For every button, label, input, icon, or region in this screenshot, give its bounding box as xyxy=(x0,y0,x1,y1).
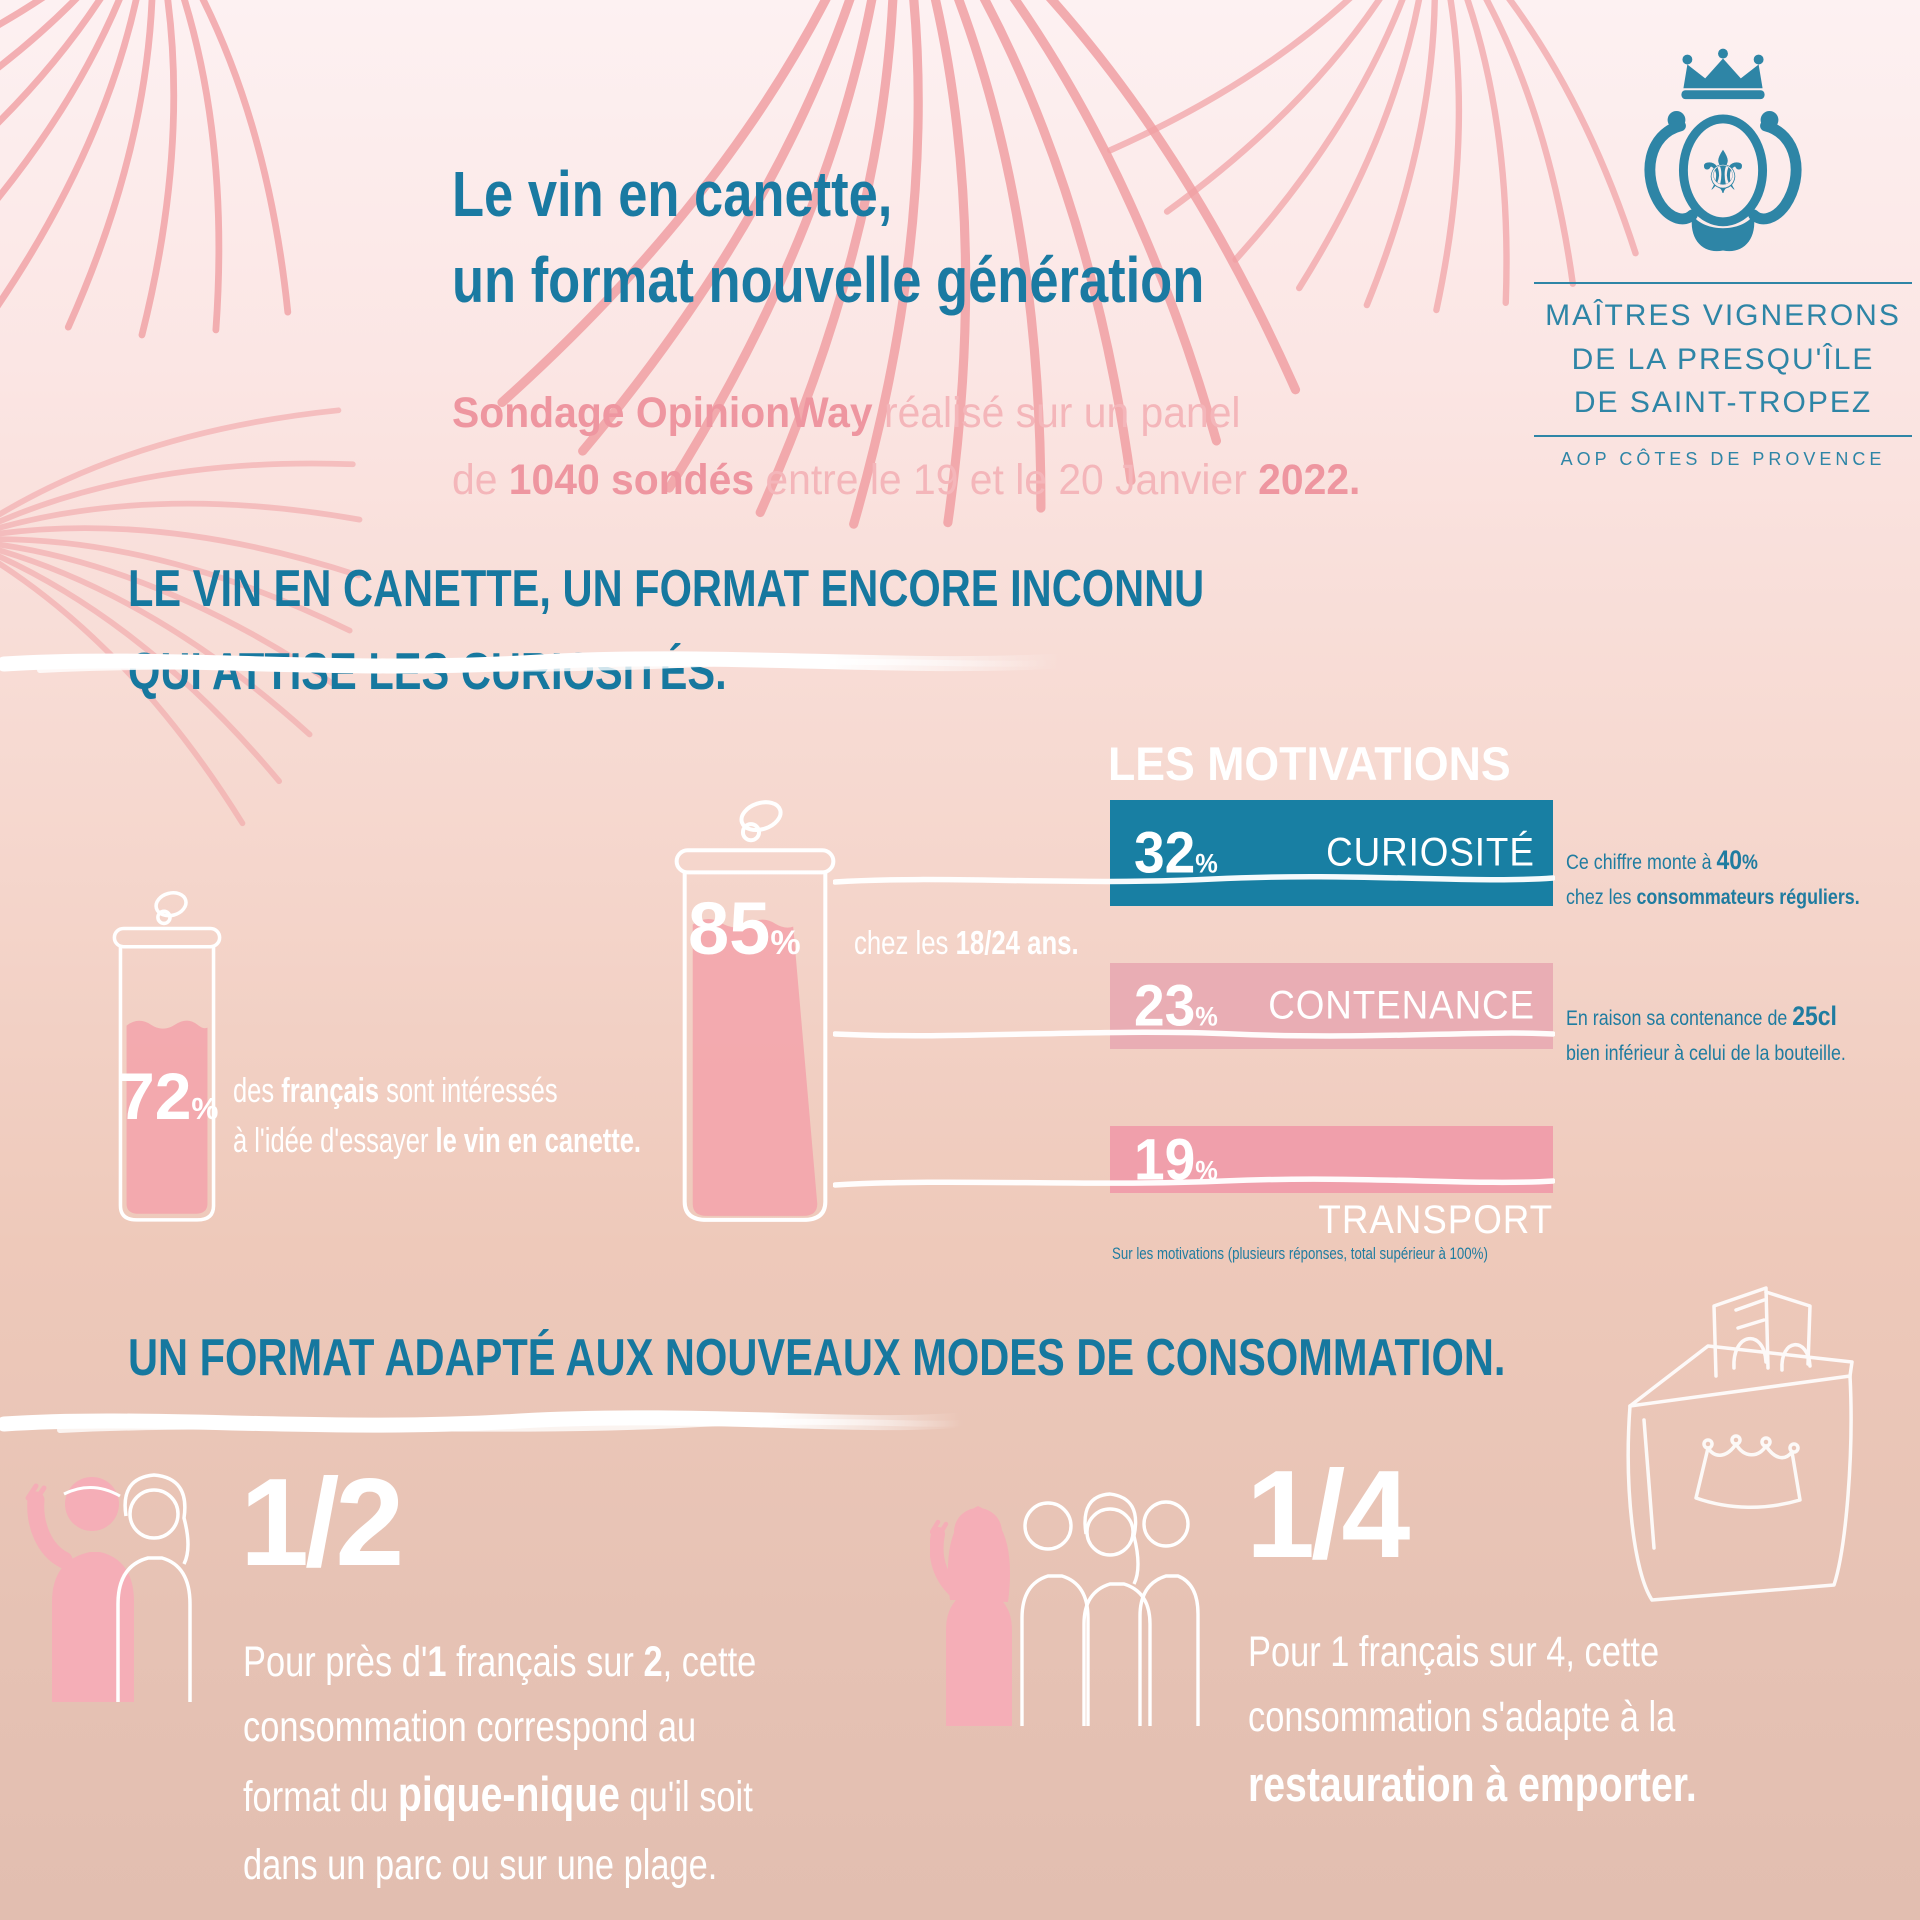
motivations-title: LES MOTIVATIONS xyxy=(1108,737,1511,790)
bar-curiosite-value: 32% xyxy=(1134,820,1218,886)
annotation-curiosite: Ce chiffre monte à 40% chez les consommateurs réguliers. xyxy=(1566,845,1860,909)
percent-sign: % xyxy=(191,1093,219,1126)
logo-appellation: AOP CÔTES DE PROVENCE xyxy=(1560,448,1886,469)
bar-transport-label: TRANSPORT xyxy=(1318,1198,1553,1242)
motivations-footnote: Sur les motivations (plusieurs réponses, total supérieur à 100%) xyxy=(1112,1244,1488,1263)
percent-sign: % xyxy=(770,924,801,962)
stat-85-value: 85% xyxy=(688,887,801,970)
page-title xyxy=(452,152,1204,324)
title-line2: un format nouvelle génération xyxy=(452,243,1205,316)
bar-curiosite xyxy=(1110,800,1553,906)
people-group-icon xyxy=(930,1468,1200,1728)
bar-curiosite-label: CURIOSITÉ xyxy=(1326,830,1535,875)
stat-half-fraction: 1/2 xyxy=(240,1454,401,1592)
survey-panel-size: 1040 sondés xyxy=(508,455,755,504)
bar-transport-value: 19% xyxy=(1134,1127,1218,1192)
bar-contenance-value: 23% xyxy=(1134,973,1218,1039)
annotation-contenance: En raison sa contenance de 25cl bien inférieur à celui de la bouteille. xyxy=(1566,1001,1846,1065)
svg-text:⚜: ⚜ xyxy=(1696,139,1750,207)
crest-icon xyxy=(1629,46,1817,270)
stat-85-caption: chez les 18/24 ans. xyxy=(854,924,1079,961)
logo-divider-bottom xyxy=(1534,435,1912,437)
survey-note: Sondage OpinionWay réalisé sur un panel de 1040 sondés entre le 19 et le 20 Janvier 2022. xyxy=(452,389,1361,504)
stat-quarter-text: Pour 1 français sur 4, cette consommation s'adapte à la restauration à emporter. xyxy=(1248,1628,1697,1812)
logo-name: MAÎTRES VIGNERONS DE LA PRESQU'ÎLE DE SAINT-TROPEZ xyxy=(1545,299,1901,419)
logo-divider-top xyxy=(1534,282,1912,284)
bar-contenance xyxy=(1110,963,1553,1049)
takeaway-bag-icon xyxy=(1596,1248,1900,1638)
stat-quarter-fraction: 1/4 xyxy=(1246,1446,1407,1584)
stat-half-text: Pour près d'1 français sur 2, cette consommation correspond au format du pique-nique qu'il soit dans un parc ou sur une plage. xyxy=(243,1638,757,1889)
survey-year: 2022. xyxy=(1258,455,1361,504)
brush-stroke-divider-2 xyxy=(0,1406,980,1442)
bar-transport xyxy=(1110,1126,1553,1193)
title-line1: Le vin en canette, xyxy=(452,158,893,230)
brush-stroke-divider-1 xyxy=(0,648,1080,682)
bar-contenance-label: CONTENANCE xyxy=(1268,983,1535,1028)
people-pair-icon xyxy=(14,1452,204,1707)
stat-72-value: 72% xyxy=(118,1059,219,1133)
stat-72-caption: des français sont intéressés à l'idée d'essayer le vin en canette. xyxy=(233,1072,642,1161)
survey-source: Sondage OpinionWay xyxy=(452,389,873,437)
wine-can-big-icon xyxy=(668,790,842,1238)
section-curiosity-heading: LE VIN EN CANETTE, UN FORMAT ENCORE INCONNU QUI ATTISE LES CURIOSITÉS. xyxy=(128,560,1205,702)
section-modes-heading: UN FORMAT ADAPTÉ AUX NOUVEAUX MODES DE CONSOMMATION. xyxy=(128,1329,1506,1387)
brand-logo xyxy=(1532,46,1914,470)
